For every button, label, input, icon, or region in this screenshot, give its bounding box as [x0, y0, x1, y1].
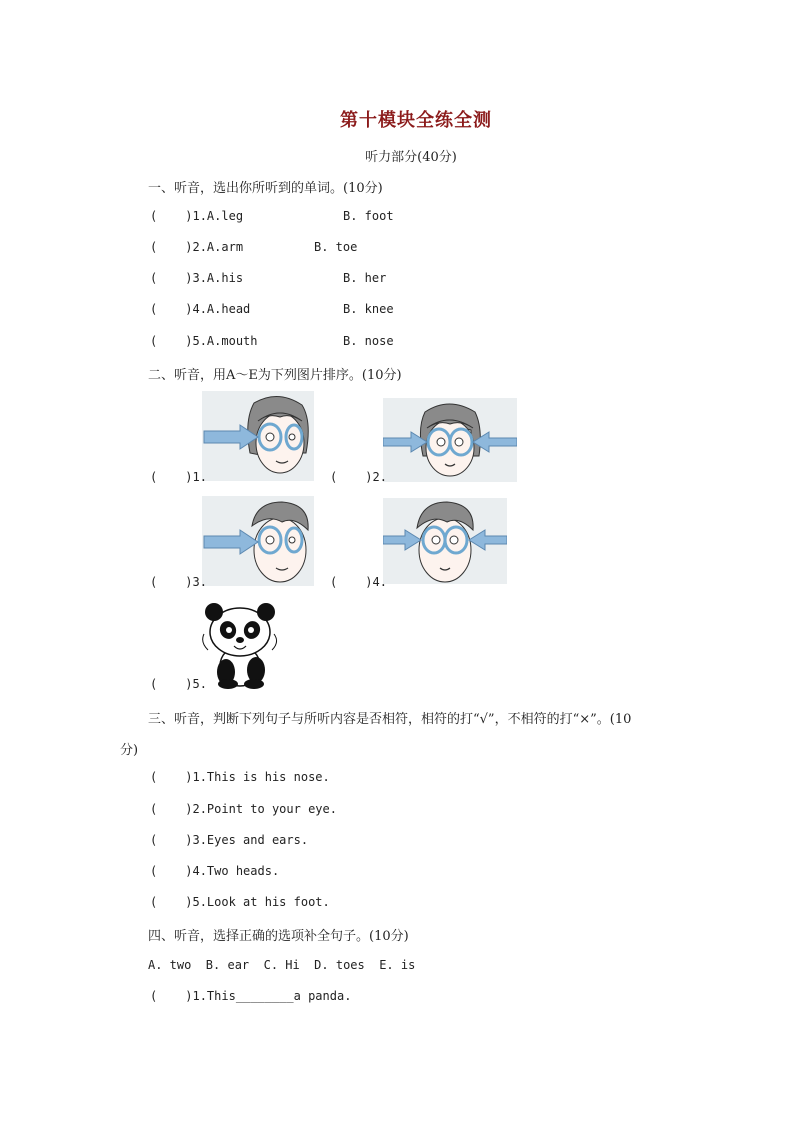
answer-paren-open[interactable]: ( [150, 209, 158, 223]
option-b: B. toe [314, 240, 358, 254]
section-4-heading: 四、听音，选择正确的选项补全句子。(10分) [148, 929, 409, 944]
option-a: A.his [206, 271, 244, 285]
s3-item-2: ( )2.Point to your eye. [150, 802, 337, 816]
s4-item-1: ( )1.This________a panda. [150, 989, 352, 1003]
girl-eye-arrow-image-1 [202, 391, 314, 481]
s2-item-2: ( )2. [330, 470, 387, 484]
s3-item-5: ( )5.Look at his foot. [150, 895, 330, 909]
s1-item-5: ( )5.A.mouth [150, 334, 258, 348]
girl-eyes-arrows-image-2 [383, 398, 517, 482]
option-a: A.arm [206, 240, 244, 254]
s1-item-3: ( )3.A.his [150, 271, 244, 285]
s2-item-3: ( )3. [150, 575, 207, 589]
section-4-options: A. two B. ear C. Hi D. toes E. is [148, 958, 416, 972]
s2-item-5: ( )5. [150, 677, 207, 691]
option-a: A.mouth [206, 334, 258, 348]
page-title: 第十模块全练全测 [340, 110, 492, 131]
panda-image-5 [200, 600, 280, 690]
section-3-heading: 三、听音，判断下列句子与所听内容是否相符，相符的打“√”，不相符的打“×”。(10 [148, 712, 632, 727]
answer-paren-open[interactable]: ( [150, 240, 158, 254]
section-2-heading: 二、听音，用A～E为下列图片排序。(10分) [148, 368, 402, 383]
answer-paren-open[interactable]: ( [150, 302, 158, 316]
answer-paren-open[interactable]: ( [150, 271, 158, 285]
s1-item-2: ( )2.A.arm [150, 240, 244, 254]
option-b: B. nose [343, 334, 394, 348]
s3-item-1: ( )1.This is his nose. [150, 770, 330, 784]
option-a: A.leg [206, 209, 244, 223]
s3-item-4: ( )4.Two heads. [150, 864, 280, 878]
option-a: A.head [206, 302, 251, 316]
answer-paren-open[interactable]: ( [150, 334, 158, 348]
section-3-heading-cont: 分) [120, 743, 139, 758]
boy-eyes-arrows-image-4 [383, 498, 507, 584]
s2-item-4: ( )4. [330, 575, 387, 589]
section-1-heading: 一、听音，选出你所听到的单词。(10分) [148, 181, 383, 196]
option-b: B. her [343, 271, 387, 285]
answer-blank[interactable]: ________ [235, 989, 294, 1003]
option-b: B. foot [343, 209, 394, 223]
s1-item-1: ( )1.A.leg [150, 209, 244, 223]
s3-item-3: ( )3.Eyes and ears. [150, 833, 309, 847]
s2-item-1: ( )1. [150, 470, 207, 484]
option-b: B. knee [343, 302, 394, 316]
page-subtitle: 听力部分(40分) [365, 150, 457, 165]
s1-item-4: ( )4.A.head [150, 302, 251, 316]
boy-eye-arrow-image-3 [202, 496, 314, 586]
